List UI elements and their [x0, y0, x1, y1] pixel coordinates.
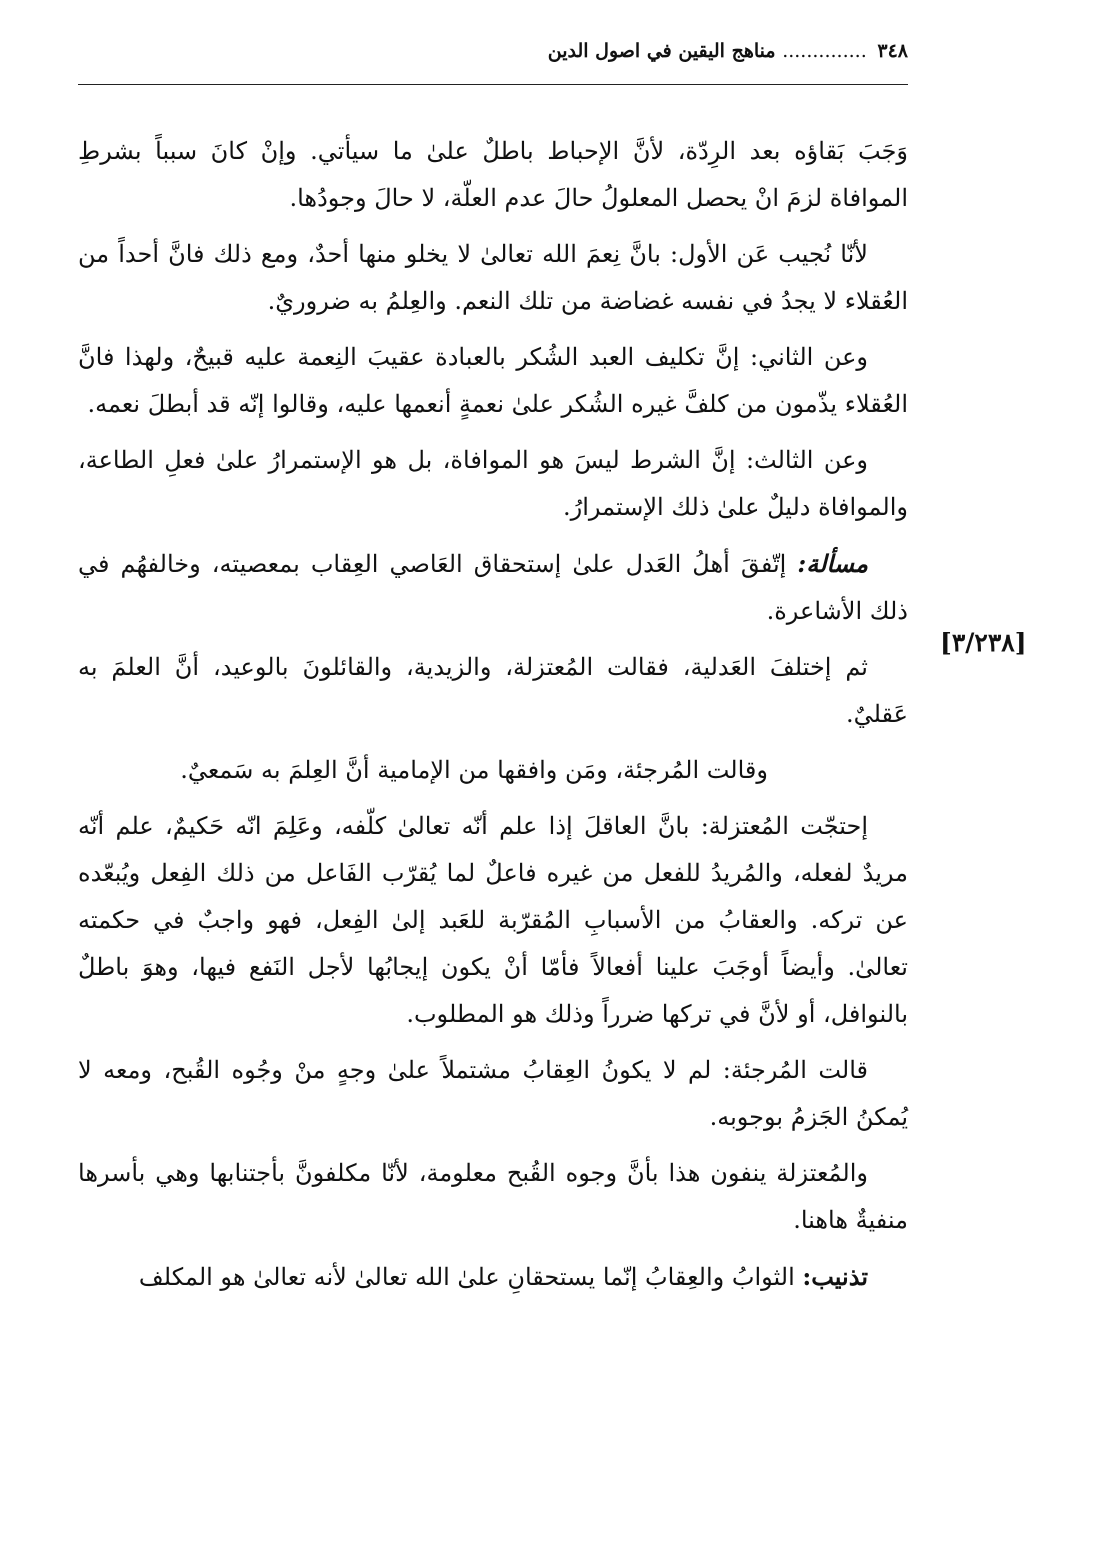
paragraph-6: ثم إختلفَ العَدلية، فقالت المُعتزلة، والزيدية، والقائلونَ بالوعيد، أنَّ العلمَ به عَقليٌ.: [78, 653, 908, 728]
margin-reference: [٣/٢٣٨]: [940, 628, 1027, 657]
masala-label: مسألة:: [797, 549, 868, 578]
header-leader-dots: ..............: [782, 40, 867, 62]
book-title: مناهج اليقين في اصول الدين: [547, 40, 776, 62]
header-rule: [78, 84, 908, 85]
paragraph-4: وعن الثالث: إنَّ الشرط ليسَ هو الموافاة، بل هو الإستمرارُ علىٰ فعلِ الطاعة، والموافاة دليلٌ علىٰ ذلك الإستمرارُ.: [78, 446, 908, 521]
paragraph-11-text: الثوابُ والعِقابُ إنّما يستحقانِ علىٰ الله تعالىٰ لأنه تعالىٰ هو المكلف: [138, 1263, 803, 1291]
paragraph-11: [78, 1253, 908, 1301]
running-header: [78, 40, 908, 80]
paragraph-1: وَجَبَ بَقاؤه بعد الرِدّة، لأنَّ الإحباط باطلٌ علىٰ ما سيأتي. وإنْ كانَ سبباً بشرطِ الموافاة لزمَ انْ يحصل المعلولُ حالَ عدم العلّة، لا حالَ وجودُها.: [78, 137, 908, 212]
paragraph-5: [78, 540, 908, 635]
body-text: [78, 128, 908, 1310]
tadhnib-label: تذنيب:: [802, 1262, 868, 1291]
page-number: ٣٤٨: [877, 40, 908, 62]
paragraph-10: والمُعتزلة ينفون هذا بأنَّ وجوه القُبح معلومة، لأنّا مكلفونَّ بأجتنابها وهي بأسرها منفيةٌ هاهنا.: [78, 1159, 908, 1234]
paragraph-9: قالت المُرجئة: لم لا يكونُ العِقابُ مشتملاً علىٰ وجهٍ منْ وجُوه القُبح، ومعه لا يُمكنُ الجَزمُ بوجوبه.: [78, 1056, 908, 1131]
paragraph-7: وقالت المُرجئة، ومَن وافقها من الإمامية أنَّ العِلمَ به سَمعيٌ.: [180, 756, 768, 784]
paragraph-5-text: إتّفقَ أهلُ العَدل علىٰ إستحقاق العَاصي العِقاب بمعصيته، وخالفهُم في ذلك الأشاعرة.: [78, 550, 908, 625]
paragraph-8: إحتجّت المُعتزلة: بانَّ العاقلَ إذا علم أنّه تعالىٰ كلّفه، وعَلِمَ انّه حَكيمٌ، علم أنّه مريدٌ لفعله، والمُريدُ للفعل من غيره فاعلٌ لما يُقرّب الفَاعل من ذلك الفِعل ويُبعّده عن تركه. والعقابُ من الأسبابِ المُقرّبة للعَبد إلىٰ الفِعل، فهو واجبٌ في حكمته تعالىٰ. وأيضاً أوجَبَ علينا أفعالاً فأمّا أنْ يكون إيجابُها لأجل النَفع فيها، وهوَ باطلٌ بالنوافل، أو لأنَّ في تركها ضرراً وذلك هو المطلوب.: [78, 812, 908, 1028]
paragraph-3: وعن الثاني: إنَّ تكليف العبد الشُكر بالعبادة عقيبَ النِعمة عليه قبيحٌ، ولهذا فانَّ العُقلاء يذّمون من كلفَّ غيره الشُكر علىٰ نعمةٍ أنعمها عليه، وقالوا إنّه قد أبطلَ نعمه.: [78, 343, 908, 418]
paragraph-2: لأنّا نُجيب عَن الأول: بانَّ نِعمَ الله تعالىٰ لا يخلو منها أحدٌ، ومع ذلك فانَّ أحداً من العُقلاء لا يجدُ في نفسه غضاضة من تلك النعم. والعِلمُ به ضروريٌ.: [78, 240, 908, 315]
